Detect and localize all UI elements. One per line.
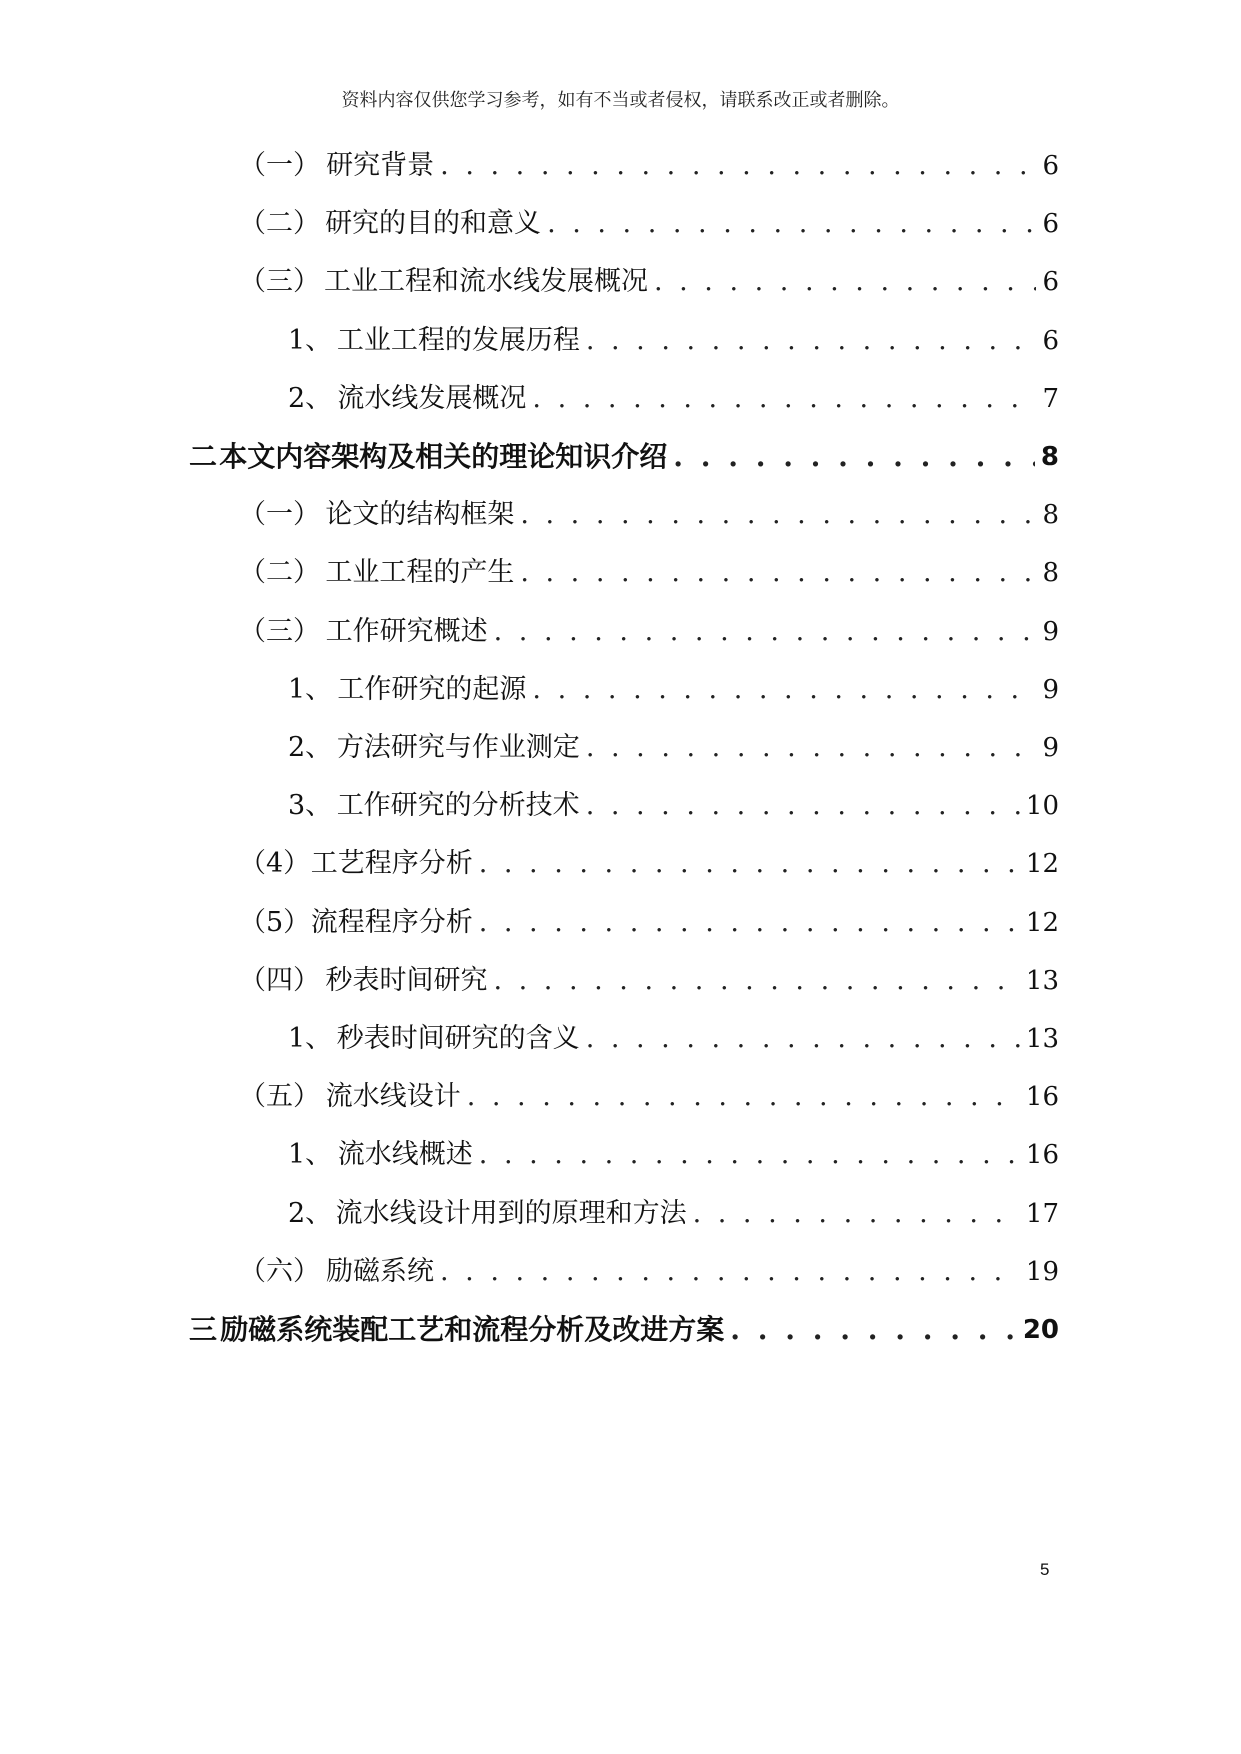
toc-entry-page: 19	[1025, 1256, 1059, 1287]
toc-entry[interactable]	[288, 1135, 1059, 1175]
toc-entry-number: 1、	[288, 1139, 333, 1171]
toc-entry-page: 7	[1042, 383, 1059, 414]
toc-entry[interactable]	[288, 728, 1059, 768]
toc-entry[interactable]	[239, 495, 1059, 535]
toc-entry[interactable]	[239, 844, 1059, 884]
toc-entry[interactable]	[189, 1310, 1059, 1350]
toc-entry-page: 6	[1042, 151, 1059, 181]
toc-entry-number: 3、	[288, 790, 333, 822]
toc-entry-number: （5）	[239, 906, 311, 938]
toc-entry-title: 流水线设计用到的原理和方法	[335, 1197, 687, 1229]
toc-entry-title: 论文的结构框架	[325, 499, 515, 531]
toc-entry-number: 1、	[288, 673, 333, 705]
toc-entry[interactable]	[288, 670, 1059, 710]
toc-entry-page: 13	[1025, 1024, 1059, 1054]
toc-entry-number: （一）	[239, 499, 320, 531]
toc-dot-leader	[479, 844, 1020, 884]
toc-entry[interactable]	[239, 1252, 1059, 1292]
toc-dot-leader	[467, 1077, 1020, 1117]
toc-entry-number: （二）	[239, 557, 320, 589]
toc-entry-title: 工业工程和流水线发展概况	[323, 266, 648, 298]
header-disclaimer: 资料内容仅供您学习参考，如有不当或者侵权，请联系改正或者删除。	[341, 90, 900, 111]
toc-entry[interactable]	[189, 437, 1059, 477]
toc-entry-page: 13	[1025, 965, 1059, 996]
toc-entry-number: 二	[189, 440, 218, 473]
toc-entry[interactable]	[239, 262, 1059, 302]
toc-entry[interactable]	[288, 1019, 1059, 1059]
toc-entry-number: 2、	[288, 732, 333, 763]
toc-entry[interactable]	[239, 204, 1059, 244]
toc-dot-leader	[493, 961, 1019, 1001]
toc-dot-leader	[547, 204, 1036, 244]
toc-entry-title: 秒表时间研究	[325, 964, 488, 996]
toc-dot-leader	[520, 495, 1036, 535]
toc-dot-leader	[532, 379, 1036, 419]
toc-entry[interactable]	[288, 786, 1059, 826]
toc-entry[interactable]	[239, 146, 1059, 186]
toc-entry-page: 20	[1022, 1315, 1059, 1345]
toc-entry-title: 秒表时间研究的含义	[336, 1023, 580, 1054]
toc-entry-number: （四）	[239, 964, 320, 996]
toc-dot-leader	[494, 612, 1037, 652]
toc-entry-page: 8	[1040, 442, 1059, 472]
toc-dot-leader	[532, 670, 1036, 710]
toc-entry-number: （六）	[239, 1255, 320, 1287]
toc-entry-title: 工艺程序分析	[310, 848, 473, 880]
toc-entry-title: 本文内容架构及相关的理论知识介绍	[219, 440, 668, 473]
toc-entry-number: （一）	[239, 150, 320, 181]
toc-entry-page: 9	[1042, 733, 1059, 763]
toc-entry-number: （三）	[239, 266, 320, 298]
toc-entry-page: 8	[1042, 558, 1059, 589]
toc-entry-page: 12	[1025, 849, 1059, 880]
toc-entry-number: （五）	[239, 1081, 320, 1113]
toc-entry-number: 2、	[288, 382, 333, 414]
toc-entry-title: 工业工程的产生	[325, 557, 515, 589]
toc-entry-page: 16	[1025, 1082, 1059, 1113]
toc-entry-title: 工作研究的分析技术	[336, 790, 580, 822]
toc-entry[interactable]	[239, 612, 1059, 652]
toc-dot-leader	[520, 553, 1036, 593]
toc-entry-title: 流水线概述	[337, 1139, 473, 1171]
toc-entry-page: 9	[1042, 616, 1059, 647]
toc-entry[interactable]	[288, 1194, 1059, 1234]
toc-entry[interactable]	[239, 903, 1059, 943]
toc-entry[interactable]	[288, 379, 1059, 419]
toc-entry-page: 6	[1042, 267, 1059, 298]
toc-entry-number: 三	[189, 1313, 218, 1346]
toc-dot-leader	[586, 1019, 1020, 1059]
toc-dot-leader	[654, 262, 1037, 302]
toc-entry-number: （二）	[239, 208, 320, 240]
toc-entry-title: 研究的目的和意义	[325, 208, 542, 240]
toc-entry[interactable]	[239, 961, 1059, 1001]
toc-dot-leader	[586, 728, 1037, 768]
toc-dot-leader	[586, 321, 1037, 361]
toc-entry-page: 8	[1042, 500, 1059, 531]
toc-entry-page: 16	[1025, 1140, 1059, 1171]
toc-dot-leader	[440, 146, 1036, 186]
toc-entry-title: 工业工程的发展历程	[336, 324, 580, 356]
toc-entry-number: 2、	[288, 1197, 333, 1229]
page-number: 5	[1040, 1560, 1050, 1579]
toc-entry-number: （4）	[239, 848, 311, 880]
toc-entry-page: 12	[1025, 907, 1059, 938]
toc-dot-leader	[479, 1135, 1020, 1175]
toc-entry-title: 流水线设计	[325, 1081, 461, 1113]
toc-entry[interactable]	[239, 1077, 1059, 1117]
toc-entry-title: 方法研究与作业测定	[336, 732, 580, 763]
toc-dot-leader	[673, 437, 1035, 477]
toc-entry-page: 17	[1025, 1198, 1059, 1229]
toc-entry-page: 9	[1042, 674, 1059, 705]
toc-entry[interactable]	[288, 321, 1059, 361]
toc-entry-title: 励磁系统	[326, 1255, 434, 1287]
toc-entry-page: 10	[1025, 791, 1059, 822]
toc-dot-leader	[440, 1252, 1020, 1292]
toc-entry-title: 流程程序分析	[310, 906, 473, 938]
toc-entry-title: 工作研究概述	[325, 615, 488, 647]
toc-entry-number: （三）	[239, 615, 320, 647]
toc-dot-leader	[479, 903, 1020, 943]
toc-entry-number: 1、	[288, 324, 333, 356]
toc-entry-page: 6	[1042, 209, 1059, 240]
toc-entry-page: 6	[1042, 325, 1059, 356]
toc-dot-leader	[730, 1310, 1017, 1350]
toc-dot-leader	[693, 1194, 1020, 1234]
toc-entry-number: 1、	[288, 1023, 333, 1054]
toc-entry-title: 研究背景	[326, 150, 435, 181]
toc-entry-title: 励磁系统装配工艺和流程分析及改进方案	[220, 1313, 725, 1346]
toc-entry-title: 流水线发展概况	[337, 382, 527, 414]
toc-entry-title: 工作研究的起源	[337, 673, 527, 705]
toc-dot-leader	[586, 786, 1020, 826]
toc-entry[interactable]	[239, 553, 1059, 593]
